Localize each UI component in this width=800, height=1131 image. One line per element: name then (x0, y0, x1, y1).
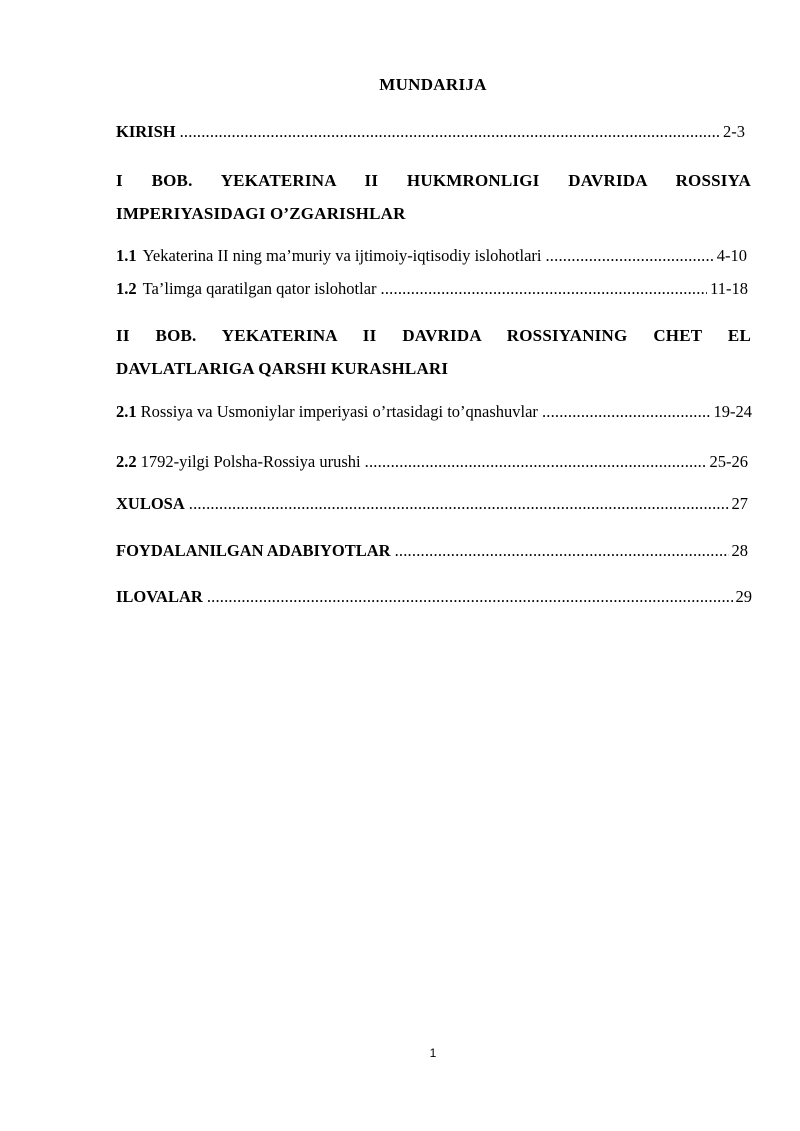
toc-entry-ilovalar[interactable] (116, 587, 752, 607)
toc-chapter-1[interactable] (116, 164, 751, 230)
toc-section-label: Rossiya va Usmoniylar imperiyasi o’rtasidagi to’qnashuvlar (140, 402, 538, 421)
toc-section-1-2[interactable] (116, 279, 748, 299)
toc-entry-xulosa[interactable] (116, 494, 748, 514)
toc-leader-dots (542, 402, 711, 422)
toc-section-number: 1.2 (116, 279, 137, 298)
toc-entry-kirish[interactable] (116, 122, 745, 142)
toc-leader-dots (381, 279, 708, 299)
toc-entry-adabiyotlar[interactable] (116, 541, 748, 561)
toc-section-number: 2.1 (116, 402, 137, 421)
toc-section-label: Ta’limga qaratilgan qator islohotlar (142, 279, 377, 298)
chapter-title-line: IMPERIYASIDAGI O’ZGARISHLAR (116, 204, 406, 223)
toc-chapter-2[interactable] (116, 319, 751, 385)
toc-entry-pages: 27 (731, 494, 748, 513)
toc-section-2-1[interactable] (116, 402, 752, 422)
toc-section-number: 2.2 (116, 452, 137, 471)
toc-section-1-1[interactable] (116, 246, 747, 266)
toc-section-number: 1.1 (116, 246, 137, 265)
toc-entry-pages: 25-26 (709, 452, 748, 471)
toc-leader-dots (545, 246, 713, 266)
chapter-title-line: II BOB. YEKATERINA II DAVRIDA ROSSIYANING CHET EL (116, 326, 751, 345)
toc-entry-label: FOYDALANILGAN ADABIYOTLAR (116, 541, 391, 560)
chapter-title-line: I BOB. YEKATERINA II HUKMRONLIGI DAVRIDA ROSSIYA (116, 171, 751, 190)
toc-section-2-2[interactable] (116, 452, 748, 472)
toc-leader-dots (395, 541, 729, 561)
toc-leader-dots (365, 452, 707, 472)
toc-entry-pages: 19-24 (713, 402, 752, 421)
page-number: 1 (429, 1046, 437, 1060)
toc-entry-label: KIRISH (116, 122, 176, 141)
chapter-title-line: DAVLATLARIGA QARSHI KURASHLARI (116, 359, 449, 378)
toc-entry-pages: 4-10 (716, 246, 747, 265)
toc-leader-dots (180, 122, 720, 142)
toc-entry-pages: 11-18 (710, 279, 748, 298)
toc-leader-dots (189, 494, 729, 514)
toc-entry-pages: 28 (731, 541, 748, 560)
toc-entry-label: ILOVALAR (116, 587, 203, 606)
toc-section-label: Yekaterina II ning ma’muriy va ijtimoiy-iqtisodiy islohotlari (142, 246, 542, 265)
toc-entry-pages: 29 (735, 587, 752, 606)
toc-entry-pages: 2-3 (723, 122, 745, 141)
page-title: MUNDARIJA (379, 75, 487, 94)
toc-entry-label: XULOSA (116, 494, 185, 513)
toc-leader-dots (207, 587, 733, 607)
toc-section-label: 1792-yilgi Polsha-Rossiya urushi (140, 452, 361, 471)
